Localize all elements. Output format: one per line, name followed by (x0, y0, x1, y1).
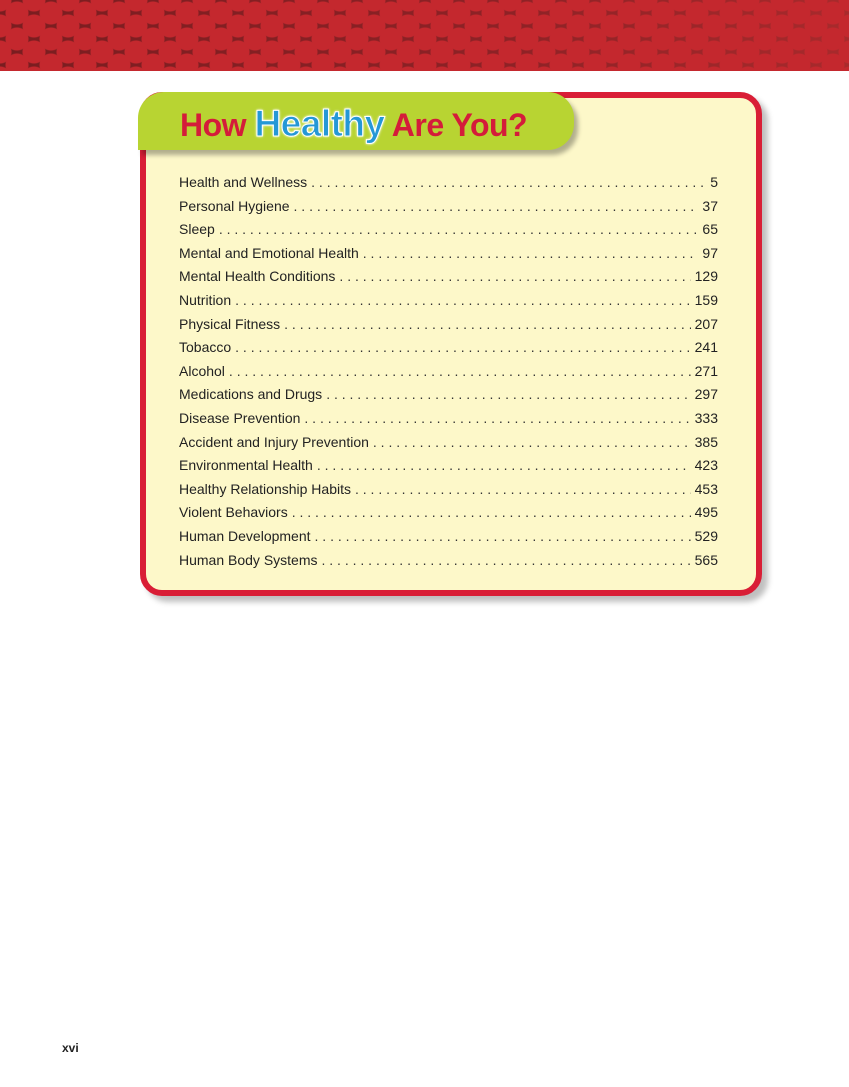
toc-entry[interactable] (179, 457, 718, 481)
toc-entry[interactable] (179, 198, 718, 222)
toc-entry[interactable] (179, 504, 718, 528)
dot-leader (304, 410, 690, 426)
dot-leader (317, 457, 691, 473)
toc-entry-page: 37 (702, 197, 718, 214)
toc-entry[interactable] (179, 268, 718, 292)
dot-leader (235, 339, 690, 355)
header-banner (0, 0, 849, 71)
dot-leader (284, 316, 690, 332)
toc-entry-page: 529 (694, 527, 718, 544)
toc-entry-label: Physical Fitness (179, 315, 281, 332)
dot-leader (363, 245, 699, 261)
dot-leader (315, 528, 691, 544)
page-number: xvi (62, 1041, 79, 1055)
toc-entry-page: 333 (694, 409, 718, 426)
toc-entry-label: Alcohol (179, 362, 225, 379)
toc-entry-label: Healthy Relationship Habits (179, 480, 351, 497)
dot-leader (229, 363, 691, 379)
dot-leader (235, 292, 691, 308)
toc-entry-page: 5 (710, 174, 718, 190)
toc-entry[interactable] (179, 363, 718, 387)
toc-entry-page: 241 (694, 339, 718, 356)
toc-entry[interactable] (179, 339, 718, 363)
toc-entry[interactable] (179, 221, 718, 245)
toc-entry-label: Sleep (179, 221, 215, 238)
toc-entry-page: 65 (702, 221, 718, 238)
toc-entry-label: Human Body Systems (179, 551, 318, 568)
toc-entry-label: Health and Wellness (179, 174, 308, 190)
toc-entry-page: 159 (694, 291, 718, 308)
toc-entry[interactable] (179, 292, 718, 316)
toc-entry-label: Human Development (179, 527, 311, 544)
toc-entry[interactable] (179, 481, 718, 505)
toc-entry[interactable] (179, 386, 718, 410)
toc-entry-page: 453 (694, 480, 718, 497)
toc-entry-page: 495 (694, 504, 718, 521)
toc-entry[interactable] (179, 410, 718, 434)
toc-entry-page: 97 (702, 244, 718, 261)
toc-entry-label: Personal Hygiene (179, 197, 290, 214)
dot-leader (292, 504, 691, 520)
dot-leader (294, 198, 699, 214)
dot-leader (355, 481, 691, 497)
toc-entry[interactable] (179, 316, 718, 340)
toc-entry[interactable] (179, 552, 718, 576)
title-healthy: Healthy (254, 103, 385, 144)
toc-entry-page: 423 (694, 457, 718, 474)
dot-leader (373, 434, 691, 450)
toc-entry-label: Disease Prevention (179, 409, 301, 426)
toc-entry-label: Environmental Health (179, 457, 313, 474)
toc-entry-label: Violent Behaviors (179, 504, 288, 521)
toc-entry-page: 129 (694, 268, 718, 285)
toc-entry-label: Mental and Emotional Health (179, 244, 359, 261)
toc-list (179, 174, 718, 575)
dot-leader (339, 268, 690, 284)
toc-entry[interactable] (179, 434, 718, 458)
toc-entry-page: 207 (694, 315, 718, 332)
title-how: How (180, 107, 247, 143)
dot-leader (219, 221, 699, 237)
toc-entry[interactable] (179, 528, 718, 552)
toc-entry-label: Mental Health Conditions (179, 268, 336, 285)
toc-entry-page: 565 (694, 551, 718, 568)
dot-leader (322, 552, 691, 568)
toc-entry-label: Medications and Drugs (179, 386, 323, 403)
toc-entry-page: 271 (694, 362, 718, 379)
toc-entry[interactable] (179, 245, 718, 269)
dot-leader (326, 386, 690, 402)
toc-entry-label: Nutrition (179, 291, 232, 308)
toc-entry-label: Tobacco (179, 339, 232, 356)
dot-leader (311, 174, 706, 190)
toc-entry-label: Accident and Injury Prevention (179, 433, 369, 450)
title-are-you: Are You? (391, 107, 528, 143)
toc-entry-page: 297 (694, 386, 718, 403)
toc-entry[interactable] (179, 174, 718, 198)
toc-entry-page: 385 (694, 433, 718, 450)
page-title (180, 103, 527, 145)
